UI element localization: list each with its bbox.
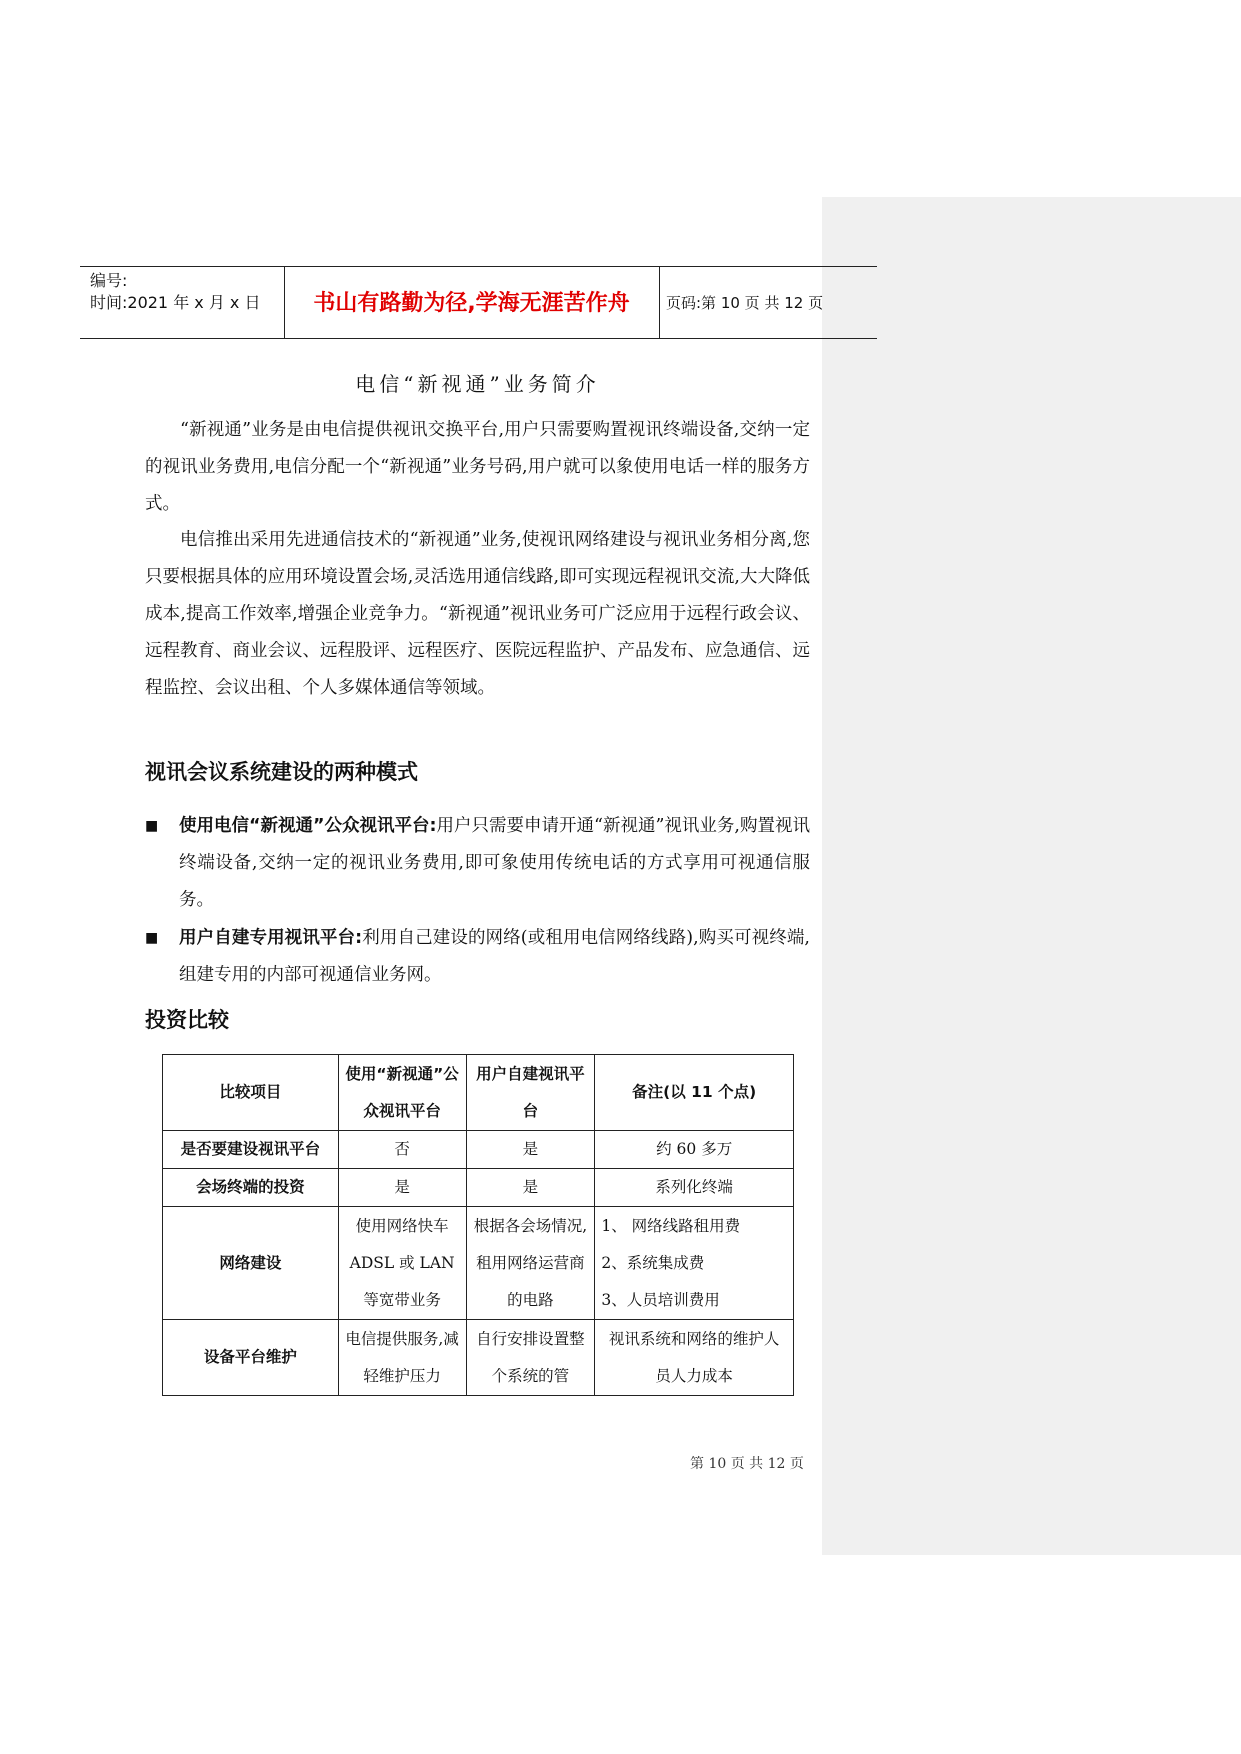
table-cell: 根据各会场情况,租用网络运营商的电路 [466,1207,595,1320]
table-cell: 使用网络快车 ADSL 或 LAN 等宽带业务 [338,1207,466,1320]
table-cell: 电信提供服务,减轻维护压力 [338,1320,466,1396]
table-cell: 会场终端的投资 [163,1169,339,1207]
bullet-lead: 使用电信“新视通”公众视讯平台: [179,816,437,836]
header-top-rule [80,266,877,267]
section-heading: 视讯会议系统建设的两种模式 [145,760,418,784]
table-cell: 约 60 多万 [595,1131,794,1169]
table-cell: 自行安排设置整个系统的管 [466,1320,595,1396]
table-header-cell: 用户自建视讯平台 [466,1055,595,1131]
paragraph-text: 电信推出采用先进通信技术的“新视通”业务,使视讯网络建设与视讯业务相分离,您只要根据具体的应用环境设置会场,灵活选用通信线路,即可实现远程视讯交流,大大降低成本,提高工作效率,增强企业竞争力。“新视通”视讯业务可广泛应用于远程行政会议、远程教育、商业会议、远程股评、远程医疗、医院远程监护、产品发布、应急通信、远程监控、会议出租、个人多媒体通信等领域。 [145,530,810,698]
table-cell: 网络建设 [163,1207,339,1320]
page-footer: 第 10 页 共 12 页 [690,1456,804,1472]
header-number-label: 编号: [90,271,128,290]
table-row [163,1169,794,1207]
comparison-table [162,1054,794,1396]
header-divider [659,266,660,338]
comment-margin-pane [822,197,1241,1555]
table-cell: 否 [338,1131,466,1169]
section-heading: 投资比较 [145,1008,229,1032]
square-bullet-icon: ■ [145,930,159,946]
bullet-item [145,920,810,994]
table-cell: 视讯系统和网络的维护人员人力成本 [595,1320,794,1396]
header-motto: 书山有路勤为径,学海无涯苦作舟 [313,291,630,316]
paragraph [145,522,810,707]
table-header-cell: 比较项目 [163,1055,339,1131]
document-title: 电信“新视通”业务简介 [355,372,600,396]
header-bottom-rule [80,338,877,339]
table-cell: 是 [466,1131,595,1169]
table-header-cell: 使用“新视通”公众视讯平台 [338,1055,466,1131]
bullet-lead: 用户自建专用视讯平台: [179,928,363,948]
paragraph-text: “新视通”业务是由电信提供视讯交换平台,用户只需要购置视讯终端设备,交纳一定的视讯业务费用,电信分配一个“新视通”业务号码,用户就可以象使用电话一样的服务方式。 [145,420,810,514]
table-row [163,1131,794,1169]
table-header-cell: 备注(以 11 个点) [595,1055,794,1131]
table-cell: 1、 网络线路租用费 2、系统集成费 3、人员培训费用 [595,1207,794,1320]
bullet-text: 利用自己建设的网络(或租用电信网络线路),购买可视终端,组建专用的内部可视通信业务网。 [179,928,810,985]
table-cell: 是 [466,1169,595,1207]
bullet-text: 用户只需要申请开通“新视通”视讯业务,购置视讯终端设备,交纳一定的视讯业务费用,即可象使用传统电话的方式享用可视通信服务。 [179,816,810,910]
table-header-row [163,1055,794,1131]
square-bullet-icon: ■ [145,818,159,834]
paragraph [145,412,810,523]
table-cell: 设备平台维护 [163,1320,339,1396]
table-cell: 系列化终端 [595,1169,794,1207]
bullet-item [145,808,810,919]
table-cell: 是 [338,1169,466,1207]
header-meta [90,270,260,314]
header-page-label: 页码:第 10 页 共 12 页 [666,294,824,312]
table-row [163,1320,794,1396]
header-time-label: 时间:2021 年 x 月 x 日 [90,293,261,312]
table-row [163,1207,794,1320]
table-cell: 是否要建设视讯平台 [163,1131,339,1169]
